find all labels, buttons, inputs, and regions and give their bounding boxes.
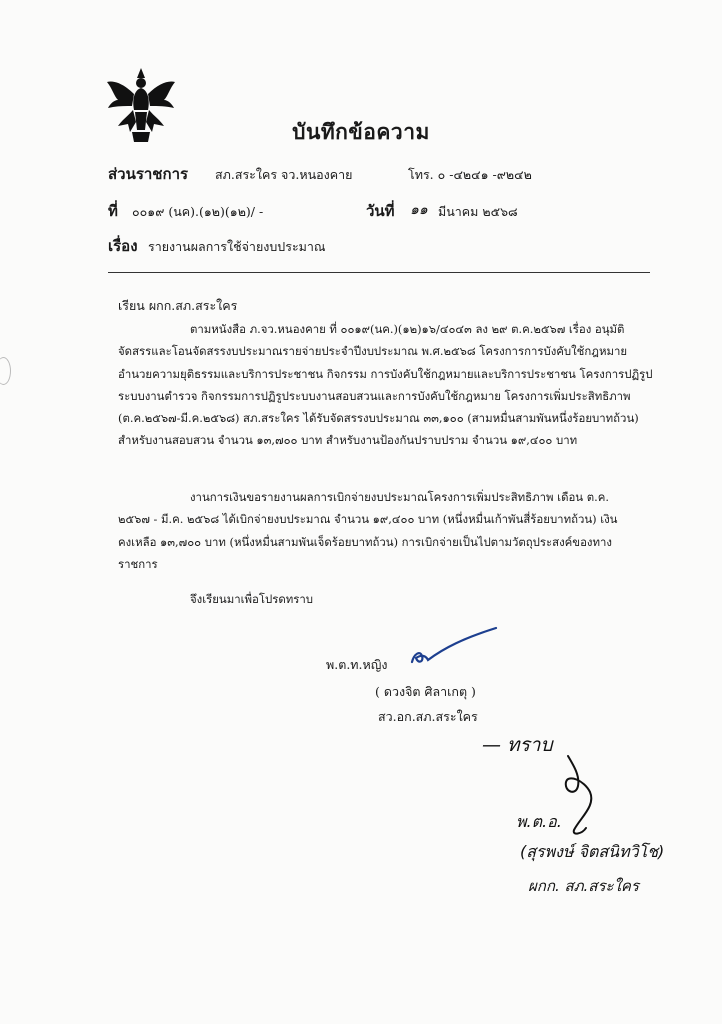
paragraph-line: (ต.ค.๒๕๖๗-มี.ค.๒๕๖๘) สภ.สระใคร ได้รับจัดสรรงบประมาณ ๓๓,๑๐๐ (สามหมื่นสามพันหนึ่งร้อยบาทถ้วน)	[118, 411, 639, 426]
commander-name-handwritten: (สุรพงษ์ จิตสนิทวิโช)	[520, 842, 665, 861]
agency-value: สภ.สระใคร จว.หนองคาย	[215, 167, 353, 182]
body-paragraph-2	[118, 486, 617, 575]
signature-scribble-icon	[404, 624, 500, 672]
paragraph-line: ราชการ	[118, 556, 158, 571]
subject-label: เรื่อง	[108, 237, 138, 255]
signer-rank: พ.ต.ท.หญิง	[326, 657, 388, 672]
paragraph-line: ระบบงานตำรวจ กิจกรรมการปฏิรูประบบงานสอบสวนและการบังคับใช้กฎหมาย โครงการเพิ่มประสิทธิภาพ	[118, 388, 631, 403]
closing-line: จึงเรียนมาเพื่อโปรดทราบ	[190, 592, 313, 606]
phone-value: โทร. ๐ -๔๒๔๑ -๙๒๔๒	[408, 167, 532, 182]
subject-value: รายงานผลการใช้จ่ายงบประมาณ	[148, 239, 326, 254]
date-label: วันที่	[366, 202, 395, 220]
salutation: เรียน ผกก.สภ.สระใคร	[118, 298, 238, 313]
page-title: บันทึกข้อความ	[292, 119, 430, 144]
punch-hole-mark	[0, 357, 11, 385]
paragraph-line: อำนวยความยุติธรรมและบริการประชาชน กิจกรรม การบังคับใช้กฎหมายและบริการประชาชน โครงการปฏิรูป	[118, 366, 653, 381]
agency-label: ส่วนราชการ	[108, 165, 189, 183]
date-day-handwritten: ๑๑	[410, 202, 428, 218]
date-month-year: มีนาคม ๒๕๖๘	[438, 204, 518, 219]
body-paragraph-1	[118, 318, 653, 452]
commander-position-handwritten: ผกก. สภ.สระใคร	[528, 877, 639, 895]
paragraph-line: ๒๕๖๗ - มี.ค. ๒๕๖๘ ได้เบิกจ่ายงบประมาณ จำนวน ๑๙,๔๐๐ บาท (หนึ่งหมื่นเก้าพันสี่ร้อยบาทถ้วน) เงิน	[118, 512, 618, 527]
handwritten-note: — ทราบ	[482, 734, 553, 756]
paragraph-line: คงเหลือ ๑๓,๗๐๐ บาท (หนึ่งหมื่นสามพันเจ็ดร้อยบาทถ้วน) การเบิกจ่ายเป็นไปตามวัตถุประสงค์ของทาง	[118, 534, 612, 549]
paragraph-line: จัดสรรและโอนจัดสรรงบประมาณรายจ่ายประจำปีงบประมาณ พ.ศ.๒๕๖๘ โครงการการบังคับใช้กฎหมาย	[118, 344, 628, 359]
paragraph-line: สำหรับงานสอบสวน จำนวน ๑๓,๗๐๐ บาท สำหรับงานป้องกันปราบปราม จำนวน ๑๙,๔๐๐ บาท	[118, 433, 578, 448]
paragraph-line: งานการเงินขอรายงานผลการเบิกจ่ายงบประมาณโครงการเพิ่มประสิทธิภาพ เดือน ต.ค.	[190, 490, 609, 504]
signer-name: ( ดวงจิต ศิลาเกตุ )	[375, 684, 476, 699]
commander-rank-handwritten: พ.ต.อ.	[516, 812, 562, 831]
paragraph-line: ตามหนังสือ ภ.จว.หนองคาย ที่ ๐๐๑๙(นค.)(๑๒)๑๖/๔๐๔๓ ลง ๒๙ ต.ค.๒๕๖๗ เรื่อง อนุมัติ	[190, 322, 625, 336]
header-divider	[108, 272, 650, 273]
signer-position: สว.อก.สภ.สระใคร	[378, 709, 478, 724]
reference-value: ๐๐๑๙ (นค).(๑๒)(๑๒)/ -	[132, 204, 264, 219]
reference-label: ที่	[108, 202, 118, 220]
